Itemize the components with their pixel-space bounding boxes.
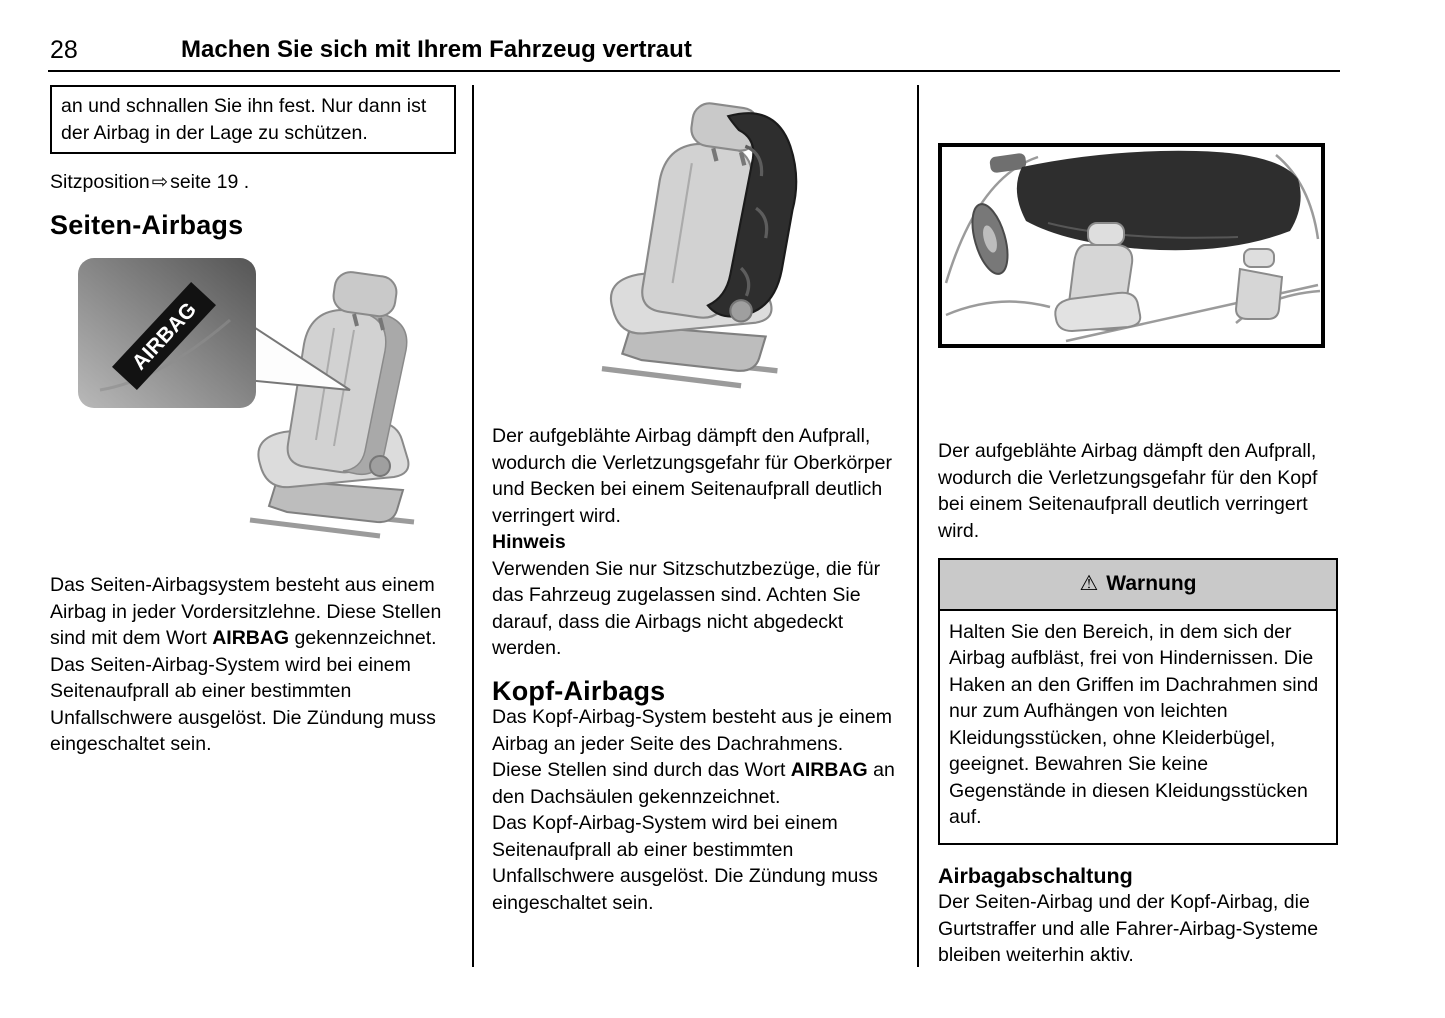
- column-middle: [492, 85, 897, 916]
- cross-reference-target: seite 19 .: [170, 171, 250, 193]
- paragraph-text: Das Kopf-Airbag-System besteht aus je einem Airbag an jeder Seite des Dachrahmens. Diese Stellen sind durch das Wort: [492, 706, 892, 781]
- warning-title: Warnung: [1106, 572, 1197, 595]
- column-divider-1: [472, 85, 474, 967]
- side-airbag-location-figure: [50, 250, 456, 550]
- paragraph-text: Das Seiten-Airbagsystem besteht aus einem Airbag in jeder Vordersitzlehne. Diese Stellen sind mit dem Wort: [50, 574, 442, 649]
- heading-seiten-airbags: Seiten-Airbags: [50, 209, 244, 240]
- column-right: [938, 85, 1338, 969]
- airbag-tag-label: AIRBAG: [127, 298, 202, 375]
- warning-text: Halten Sie den Bereich, in dem sich der Airbag aufbläst, frei von Hindernissen. Die Haken an den Griffen im Dachrahmen sind nur zum Aufhängen von leichten Kleidungsstücken, ohne Kleiderbügel, geeignet. Bewahren Sie keine Gegenstände in diesen Kleidungsstücken auf.: [949, 620, 1319, 828]
- warning-box: [938, 558, 1338, 845]
- paragraph-text: gekennzeichnet.: [289, 627, 437, 649]
- paragraph-side-airbag-effect: Der aufgeblähte Airbag dämpft den Aufprall, wodurch die Verletzungsgefahr für Oberkörper und Becken bei einem Seitenaufprall deutlich verringert wird.: [492, 425, 892, 527]
- column-divider-2: [917, 85, 919, 967]
- paragraph-head-airbag-1: [492, 704, 897, 810]
- paragraph-airbag-deactivation: Der Seiten-Airbag und der Kopf-Airbag, die Gurtstraffer und alle Fahrer-Airbag-Systeme bleiben weiterhin aktiv.: [938, 891, 1319, 966]
- paragraph-head-airbag-2: Das Kopf-Airbag-System wird bei einem Seitenaufprall ab einer bestimmten Unfallschwere ausgelöst. Die Zündung muss eingeschaltet sein.: [492, 812, 878, 914]
- continuation-note-box: [50, 85, 456, 154]
- airbag-callout: [78, 258, 256, 408]
- paragraph-note: Verwenden Sie nur Sitzschutzbezüge, die für das Fahrzeug zugelassen sind. Achten Sie darauf, dass die Airbags nicht abgedeckt werden.: [492, 557, 881, 659]
- page-number: 28: [50, 36, 78, 64]
- head-airbag-interior-figure: [938, 143, 1325, 348]
- paragraph-side-airbag-2: Das Seiten-Airbag-System wird bei einem Seitenaufprall ab einer bestimmten Unfallschwere ausgelöst. Die Zündung muss eingeschaltet sein.: [50, 653, 436, 755]
- heading-airbagabschaltung: Airbagabschaltung: [938, 863, 1133, 888]
- inflated-side-airbag-figure: [492, 85, 897, 415]
- header-rule: [48, 70, 1340, 72]
- paragraph-bold-word: AIRBAG: [790, 759, 868, 781]
- heading-kopf-airbags: Kopf-Airbags: [492, 675, 666, 706]
- paragraph-text: an den Dachsäulen gekennzeichnet.: [492, 759, 895, 808]
- paragraph-side-airbag-1: [50, 572, 456, 652]
- paragraph-bold-word: AIRBAG: [212, 627, 290, 649]
- warning-header: [940, 560, 1336, 611]
- seat-position-reference: [50, 169, 456, 196]
- seat-position-label: Sitzposition: [50, 171, 150, 193]
- note-heading: Hinweis: [492, 531, 566, 553]
- continuation-note-text: an und schnallen Sie ihn fest. Nur dann ist der Airbag in der Lage zu schützen.: [61, 95, 427, 144]
- column-left: [50, 85, 456, 758]
- page-title: Machen Sie sich mit Ihrem Fahrzeug vertraut: [181, 36, 692, 63]
- paragraph-head-airbag-effect: Der aufgeblähte Airbag dämpft den Aufprall, wodurch die Verletzungsgefahr für den Kopf bei einem Seitenaufprall deutlich verringert wird.: [938, 440, 1318, 542]
- warning-triangle-icon: ⚠: [1079, 572, 1099, 595]
- cross-reference-arrow-icon: ⇨: [151, 171, 169, 193]
